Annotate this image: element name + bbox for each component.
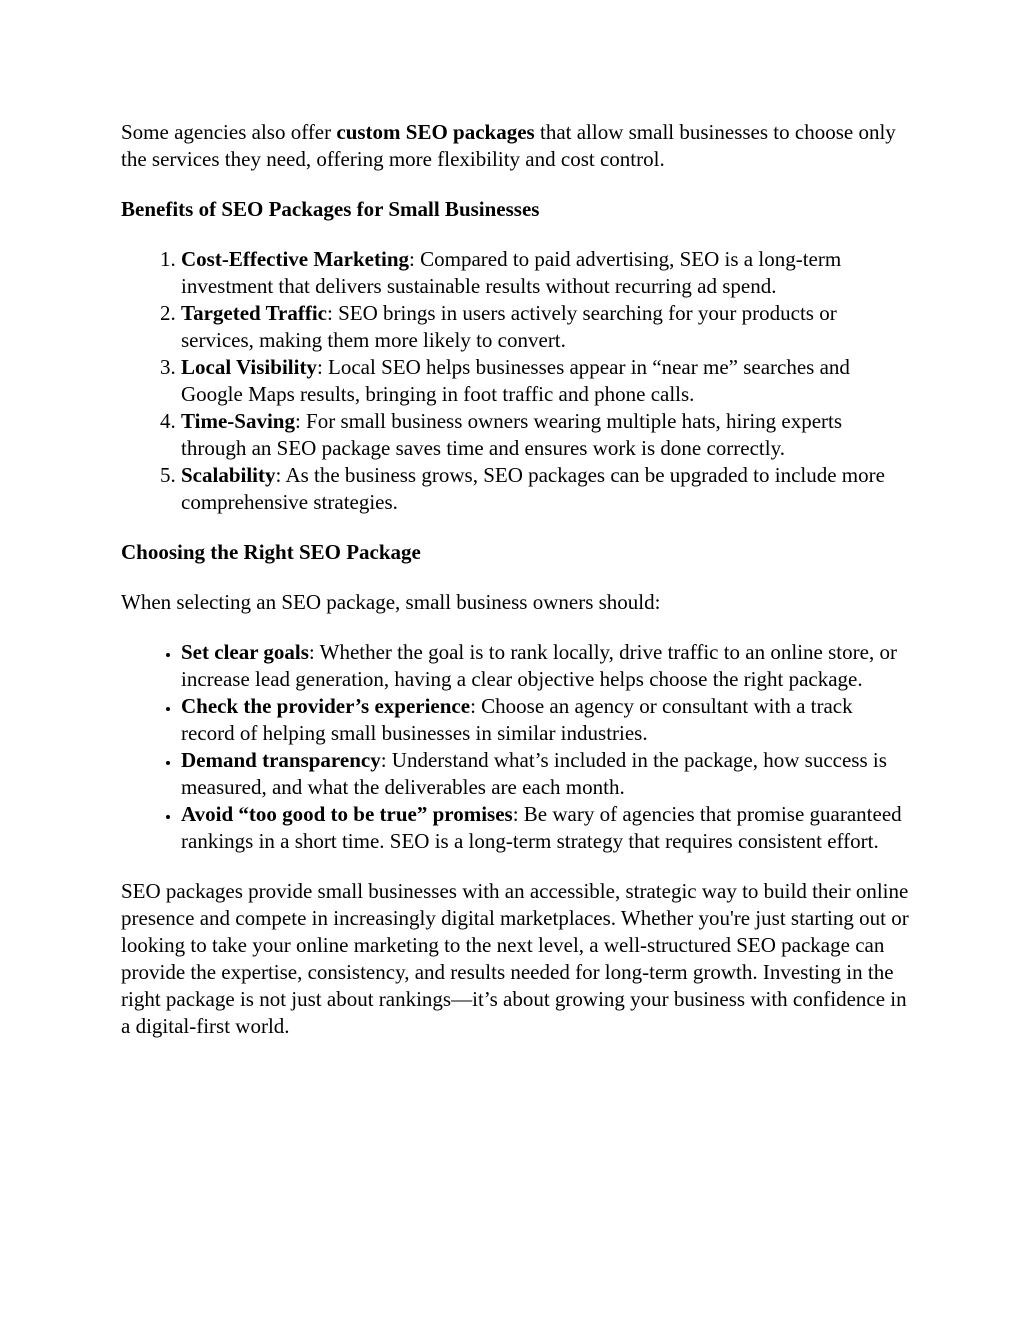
benefit-item <box>181 354 911 408</box>
benefit-text: : For small business owners wearing multiple hats, hiring experts through an SEO package saves time and ensures work is done correctly. <box>181 409 843 460</box>
conclusion-paragraph: SEO packages provide small businesses with an accessible, strategic way to build their online presence and compete in increasingly digital marketplaces. Whether you're just starting out or looking to take your online marketing to the next level, a well-structured SEO package can provide the expertise, consistency, and results needed for long-term growth. Investing in the right package is not just about rankings—it’s about growing your business with confidence in a digital-first world. <box>121 879 909 1038</box>
intro-text-pre: Some agencies also offer <box>121 120 337 144</box>
benefit-item <box>181 246 911 300</box>
intro-bold-term: custom SEO packages <box>336 120 535 144</box>
benefit-term: Local Visibility <box>181 355 317 379</box>
choosing-list <box>121 639 911 855</box>
choosing-term: Avoid “too good to be true” promises <box>181 802 513 826</box>
benefit-term: Cost-Effective Marketing <box>181 247 410 271</box>
document-page <box>121 119 911 1063</box>
benefit-term: Targeted Traffic <box>181 301 327 325</box>
benefits-list <box>121 246 911 516</box>
choosing-item <box>181 639 911 693</box>
choosing-lead: When selecting an SEO package, small business owners should: <box>121 590 661 614</box>
choosing-item <box>181 693 911 747</box>
benefit-item <box>181 408 911 462</box>
choosing-term: Check the provider’s experience <box>181 694 471 718</box>
benefit-item <box>181 462 911 516</box>
choosing-text: : Understand what’s included in the package, how success is measured, and what the deliverables are each month. <box>181 748 887 799</box>
choosing-text: : Be wary of agencies that promise guaranteed rankings in a short time. SEO is a long-term strategy that requires consistent effort. <box>181 802 902 853</box>
benefit-text: : Compared to paid advertising, SEO is a long-term investment that delivers sustainable results without recurring ad spend. <box>181 247 842 298</box>
benefits-heading: Benefits of SEO Packages for Small Businesses <box>121 197 540 221</box>
intro-paragraph <box>121 119 911 173</box>
choosing-heading: Choosing the Right SEO Package <box>121 540 421 564</box>
benefit-text: : SEO brings in users actively searching for your products or services, making them more likely to convert. <box>181 301 837 352</box>
benefit-item <box>181 300 911 354</box>
benefit-term: Time-Saving <box>181 409 295 433</box>
choosing-item <box>181 801 911 855</box>
choosing-item <box>181 747 911 801</box>
choosing-text: : Choose an agency or consultant with a track record of helping small businesses in similar industries. <box>181 694 853 745</box>
intro-text-post: that allow small businesses to choose only the services they need, offering more flexibility and cost control. <box>121 120 896 171</box>
choosing-term: Set clear goals <box>181 640 309 664</box>
benefit-text: : Local SEO helps businesses appear in “near me” searches and Google Maps results, bringing in foot traffic and phone calls. <box>181 355 850 406</box>
choosing-text: : Whether the goal is to rank locally, drive traffic to an online store, or increase lead generation, having a clear objective helps choose the right package. <box>181 640 897 691</box>
choosing-term: Demand transparency <box>181 748 381 772</box>
benefit-term: Scalability <box>181 463 276 487</box>
benefit-text: : As the business grows, SEO packages can be upgraded to include more comprehensive strategies. <box>181 463 885 514</box>
